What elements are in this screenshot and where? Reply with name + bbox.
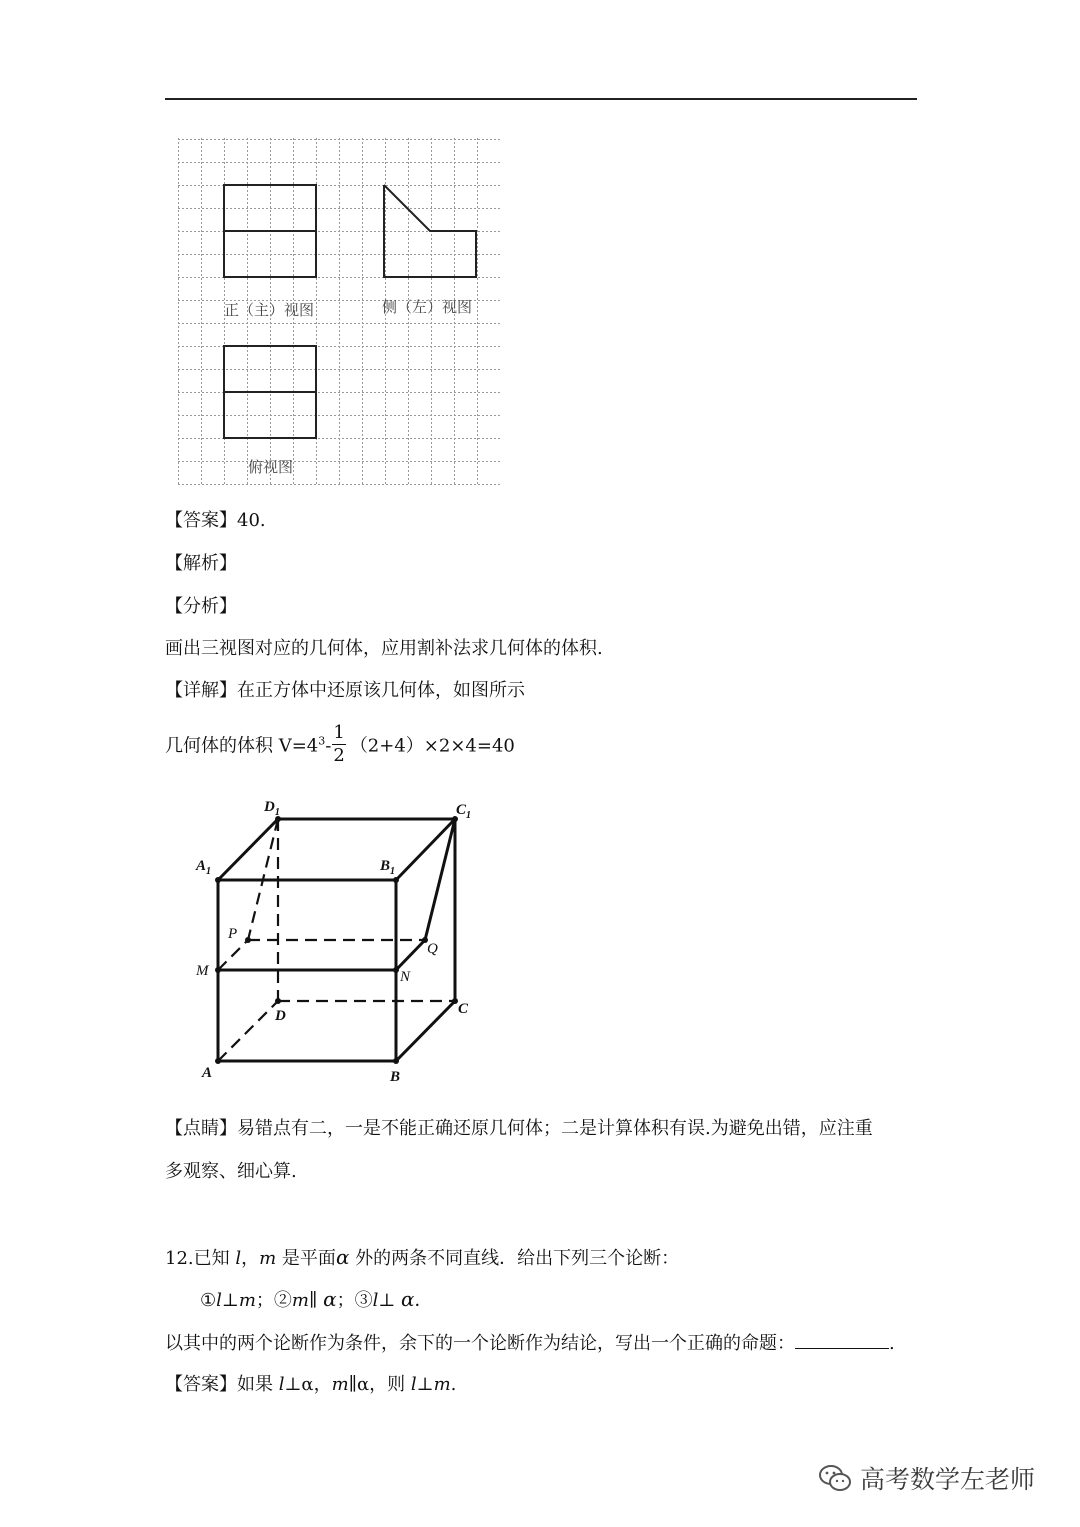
side-view-label: 侧（左）视图 xyxy=(382,298,473,316)
volume-exponent: 3 xyxy=(318,734,326,748)
watermark-text: 高考数学左老师 xyxy=(860,1465,1036,1494)
volume-minus: - xyxy=(325,735,332,757)
label-N: N xyxy=(400,969,411,985)
dianjing-line-1: 【点睛】易错点有二，一是不能正确还原几何体；二是计算体积有误.为避免出错，应注重 xyxy=(165,1118,873,1139)
question-12-instruction: 以其中的两个论断作为条件，余下的一个论断作为结论，写出一个正确的命题： . xyxy=(165,1330,895,1357)
volume-prefix: 几何体的体积 V=4 xyxy=(165,735,319,757)
front-view-label: 正（主）视图 xyxy=(224,301,315,319)
three-view-figure xyxy=(178,138,500,485)
top-view-label: 俯视图 xyxy=(248,458,294,476)
label-D: D xyxy=(275,1008,286,1024)
volume-formula xyxy=(165,724,515,769)
label-Q: Q xyxy=(427,941,438,957)
question-12-answer: 【答案】如果 l⊥α，m∥α，则 l⊥m. xyxy=(165,1374,457,1395)
fenxi-text: 画出三视图对应的几何体，应用割补法求几何体的体积. xyxy=(165,638,603,659)
label-P: P xyxy=(228,926,238,942)
wechat-icon xyxy=(818,1463,852,1493)
answer-line: 【答案】40. xyxy=(165,510,266,531)
label-A1: $A_1$ xyxy=(196,858,212,877)
label-D1: $D_1$ xyxy=(264,799,280,818)
question-12-stem: 12.已知 l，m 是平面α 外的两条不同直线．给出下列三个论断： xyxy=(165,1245,680,1269)
label-C: C xyxy=(458,1001,469,1017)
answer-blank xyxy=(795,1330,889,1349)
label-B: B xyxy=(390,1069,401,1085)
label-B1: $B_1$ xyxy=(380,858,396,877)
fraction xyxy=(332,722,345,767)
dianjing-line-2: 多观察、细心算. xyxy=(165,1161,297,1182)
detail-line: 【详解】在正方体中还原该几何体，如图所示 xyxy=(165,680,525,701)
question-12-statements: ①l⊥m；②m∥ α；③l⊥ α． xyxy=(200,1287,433,1311)
label-C1: $C_1$ xyxy=(456,802,472,821)
label-A: A xyxy=(202,1065,213,1081)
volume-suffix: （2+4）×2×4=40 xyxy=(349,735,515,757)
side-view-shape xyxy=(384,185,476,277)
label-M: M xyxy=(196,963,209,979)
fraction-numerator: 1 xyxy=(333,722,345,743)
analysis-heading: 【解析】 xyxy=(165,553,237,574)
fenxi-heading: 【分析】 xyxy=(165,596,237,617)
watermark xyxy=(818,1460,1035,1496)
fraction-denominator: 2 xyxy=(333,745,345,766)
header-rule xyxy=(165,98,917,100)
cube-figure xyxy=(190,795,480,1090)
